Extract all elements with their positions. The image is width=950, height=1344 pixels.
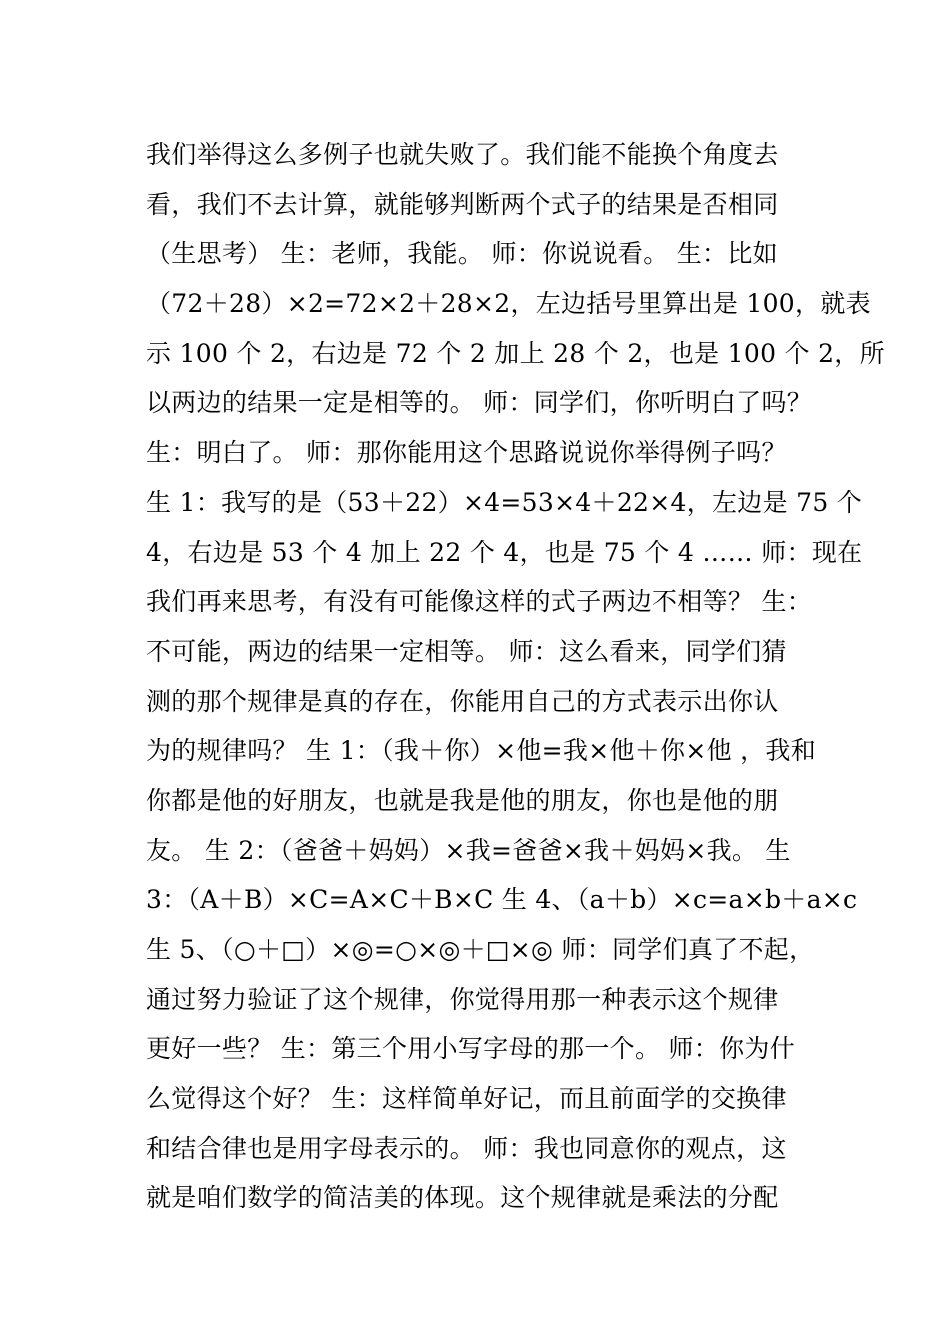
text-line: 我们举得这么多例子也就失败了。我们能不能换个角度去: [146, 140, 779, 169]
text-line: 示 100 个 2，右边是 72 个 2 加上 28 个 2，也是 100 个 2，所: [146, 338, 885, 368]
text-line: 生：明白了。 师：那你能用这个思路说说你举得例子吗？: [146, 438, 787, 468]
text-line: 通过努力验证了这个规律，你觉得用那一种表示这个规律: [146, 984, 779, 1014]
text-line: 不可能，两边的结果一定相等。 师：这么看来，同学们猜: [146, 636, 787, 666]
text-line: 更好一些？ 生：第三个用小写字母的那一个。 师：你为什: [146, 1034, 795, 1064]
text-line: 以两边的结果一定是相等的。 师：同学们，你听明白了吗？: [146, 388, 813, 418]
text-line: 么觉得这个好？ 生：这样简单好记，而且前面学的交换律: [146, 1084, 787, 1114]
text-line: 生 5、（○＋□）×◎=○×◎＋□×◎ 师：同学们真了不起，: [146, 935, 815, 964]
text-line: （生思考） 生：老师，我能。 师：你说说看。 生：比如: [146, 239, 778, 269]
text-line: 友。 生 2：（爸爸＋妈妈）×我=爸爸×我＋妈妈×我。 生: [146, 835, 791, 865]
text-line: 4，右边是 53 个 4 加上 22 个 4，也是 75 个 4 …… 师：现在: [146, 537, 863, 567]
text-line: 和结合律也是用字母表示的。 师：我也同意你的观点，这: [146, 1133, 787, 1163]
text-line: 测的那个规律是真的存在，你能用自己的方式表示出你认: [146, 686, 779, 716]
text-line: 看，我们不去计算，就能够判断两个式子的结果是否相同: [146, 189, 779, 219]
text-line: 3：（A＋B）×C=A×C＋B×C 生 4、（a＋b）×c=a×b＋a×c: [146, 885, 858, 915]
text-line: （72＋28）×2=72×2＋28×2，左边括号里算出是 100，就表: [146, 289, 871, 319]
text-line: 就是咱们数学的简洁美的体现。这个规律就是乘法的分配: [146, 1183, 779, 1213]
text-line: 为的规律吗？ 生 1：（我＋你）×他=我×他＋你×他 ，我和: [146, 736, 817, 766]
text-line: 你都是他的好朋友，也就是我是他的朋友，你也是他的朋: [146, 785, 779, 815]
text-line: 我们再来思考，有没有可能像这样的式子两边不相等？ 生：: [146, 587, 813, 617]
text-line: 生 1：我写的是（53＋22）×4=53×4＋22×4，左边是 75 个: [146, 487, 863, 517]
body-text: [146, 130, 885, 1223]
